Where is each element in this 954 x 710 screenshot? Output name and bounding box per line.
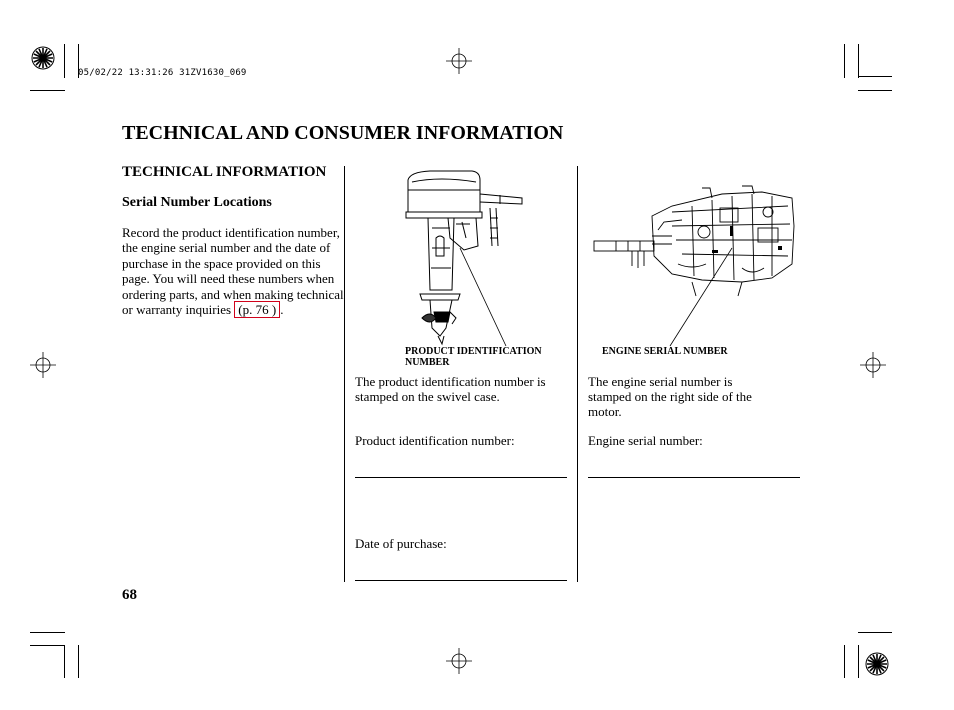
engine-serial-fill-line[interactable]: [588, 477, 800, 478]
engine-serial-field-label: Engine serial number:: [588, 433, 703, 448]
product-id-caption: PRODUCT IDENTIFICATION NUMBER: [405, 346, 542, 368]
purchase-date-field-label: Date of purchase:: [355, 536, 447, 551]
page-reference-link[interactable]: (p. 76 ): [234, 301, 280, 318]
section-heading: TECHNICAL INFORMATION: [122, 164, 327, 180]
registration-target-icon: [31, 46, 55, 70]
registration-target-icon: [865, 652, 889, 676]
product-id-field-label: Product identification number:: [355, 433, 515, 448]
crosshair-icon: [30, 352, 56, 378]
job-stamp: 05/02/22 13:31:26 31ZV1630_069: [78, 68, 247, 78]
crosshair-icon: [446, 648, 472, 674]
product-id-fill-line[interactable]: [355, 477, 567, 478]
crosshair-icon: [446, 48, 472, 74]
page-number: 68: [122, 587, 137, 603]
intro-end: .: [280, 302, 284, 318]
purchase-date-fill-line[interactable]: [355, 580, 567, 581]
column-divider: [344, 166, 345, 582]
engine-serial-caption: ENGINE SERIAL NUMBER: [602, 346, 728, 357]
crosshair-icon: [860, 352, 886, 378]
engine-illustration: [592, 186, 802, 346]
page-title: TECHNICAL AND CONSUMER INFORMATION: [122, 122, 564, 144]
column-divider: [577, 166, 578, 582]
intro-text: Record the product identification number, the engine serial number and the date of purchase in the space provided on this page. You will need these numbers when ordering parts, and when making technical or warranty inquiries: [122, 225, 344, 318]
subsection-heading: Serial Number Locations: [122, 195, 272, 210]
product-id-description: The product identification number is stamped on the swivel case.: [355, 374, 546, 404]
engine-serial-description: The engine serial number is stamped on the right side of the motor.: [588, 374, 752, 419]
intro-paragraph: [122, 225, 344, 317]
outboard-motor-illustration: [400, 168, 530, 348]
